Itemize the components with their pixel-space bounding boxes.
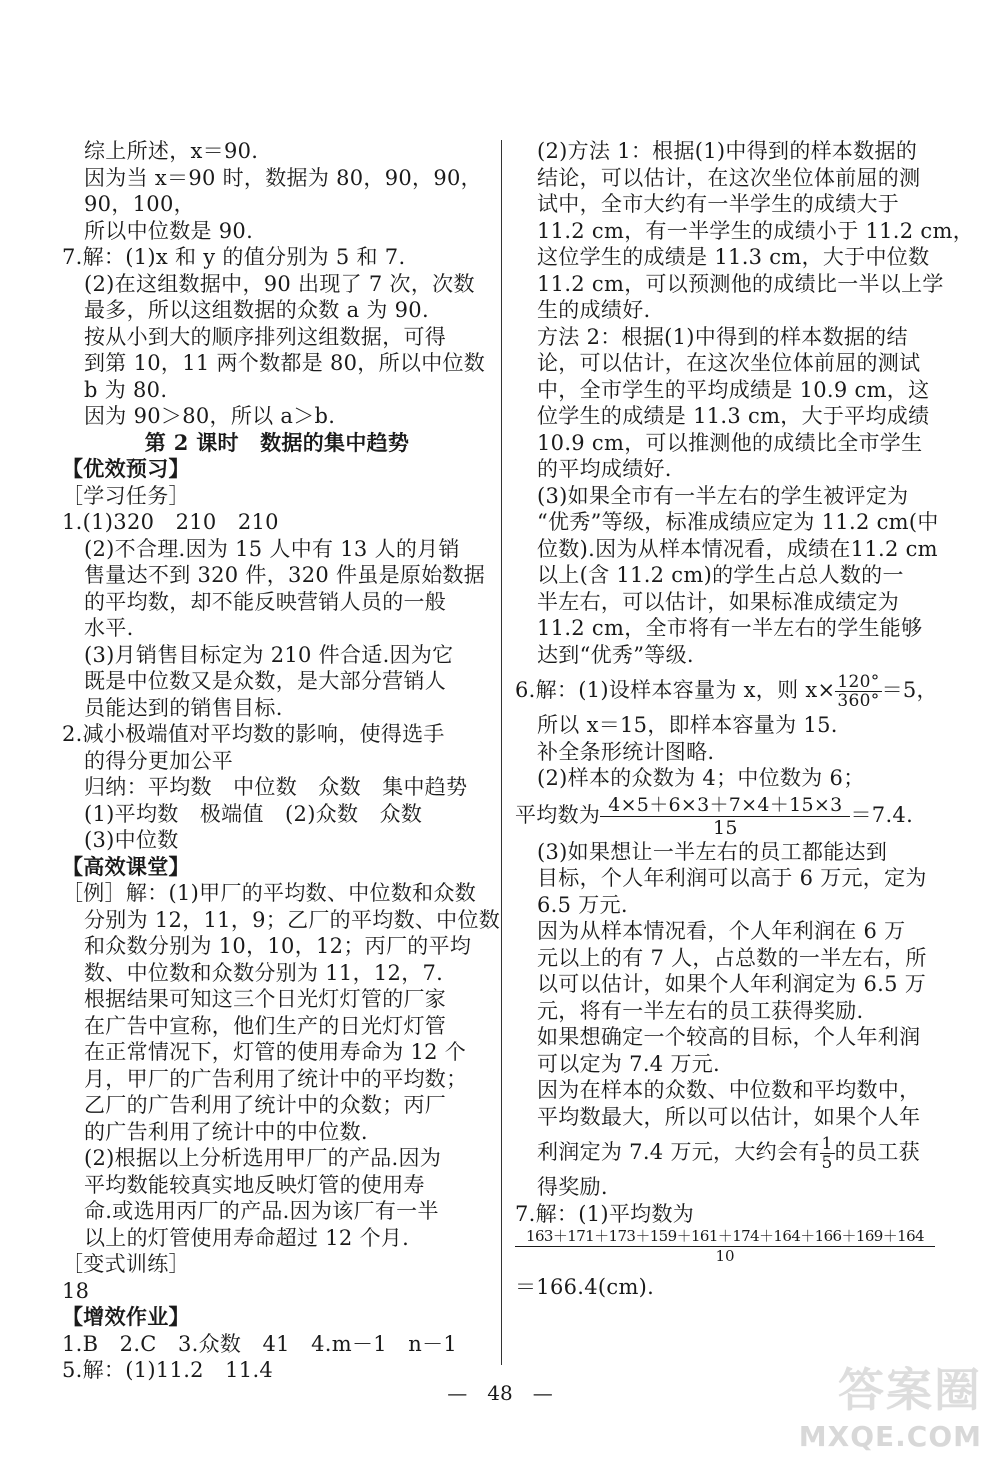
text-line: 水平. — [84, 616, 134, 640]
text-line: 如果想确定一个较高的目标，个人年利润 — [537, 1025, 921, 1049]
text-line: 第 2 课时 数据的集中趋势 — [144, 429, 410, 455]
text-line: 可以定为 7.4 万元. — [537, 1051, 721, 1076]
text-line: 的广告利用了统计中的中位数. — [84, 1119, 368, 1144]
text-line: 目标，个人年利润可以高于 6 万元，定为 — [537, 866, 927, 890]
text-line: 方法 2：根据(1)中得到的样本数据的结 — [537, 324, 908, 349]
text-line: 综上所述，x＝90. — [84, 139, 259, 163]
text-line: b 为 80. — [84, 377, 168, 402]
watermark-logo: 答案圈 — [838, 1363, 982, 1417]
text-line: 所以 x＝15，即样本容量为 15. — [537, 713, 838, 737]
text-line: 中，全市学生的平均成绩是 10.9 cm，这 — [537, 377, 930, 402]
text-line: 命.或选用丙厂的产品.因为该厂有一半 — [84, 1199, 439, 1223]
text-line: (3)月销售目标定为 210 件合适.因为它 — [84, 642, 454, 667]
page-number: — 48 — — [447, 1381, 553, 1405]
text-line: (2)不合理.因为 15 人中有 13 人的月销 — [84, 536, 460, 561]
text-line: 和众数分别为 10，10，12；丙厂的平均 — [84, 934, 472, 958]
text-line: 平均数最大，所以可以估计，如果个人年 — [537, 1104, 921, 1129]
q6-average-formula: 平均数为 $\frac{4\times 5+6\times 3+7\times 4+15\times 3}{15}$ ＝7.4. — [515, 793, 914, 839]
text-line: (2)方法 1：根据(1)中得到的样本数据的 — [537, 139, 918, 163]
q7-average-fraction: 163＋171＋173＋159＋161＋174＋164＋166＋169＋164 10 — [515, 1227, 935, 1266]
text-line: 元，将有一半左右的员工获得奖励. — [537, 998, 864, 1023]
text-line: 7.解：(1)平均数为 — [515, 1201, 695, 1226]
text-line: 结论，可以估计，在这次坐位体前屈的测 — [537, 165, 921, 190]
text-line: 1.B 2.C 3.众数 41 4.m－1 n－1 — [62, 1331, 458, 1356]
text-line: 平均数能较真实地反映灯管的使用寿 — [84, 1172, 425, 1197]
text-line: 这位学生的成绩是 11.3 cm，大于中位数 — [537, 245, 930, 269]
text-line: 5.解：(1)11.2 11.4 — [62, 1358, 274, 1382]
watermark-site: MXQE.COM — [798, 1420, 982, 1453]
watermark — [799, 1354, 982, 1453]
text-line: 11.2 cm，全市将有一半左右的学生能够 — [537, 616, 923, 640]
text-line: 以上的灯管使用寿命超过 12 个月. — [84, 1225, 410, 1250]
q6-suffix: ＝5， — [881, 678, 938, 702]
text-line: 因为当 x＝90 时，数据为 80，90，90， — [84, 165, 482, 190]
text-line: 以可以估计，如果个人年利润定为 6.5 万 — [537, 972, 927, 996]
text-line: 2.减小极端值对平均数的影响，使得选手 — [62, 722, 445, 746]
text-line: 最多，所以这组数据的众数 a 为 90. — [84, 298, 429, 322]
text-line: (3)如果想让一半左右的员工都能达到 — [537, 839, 888, 864]
one-fifth-line: 利润定为 7.4 万元，大约会有 $\frac{1}{5}$ 的员工获 — [537, 1134, 920, 1173]
text-line: ［例］解：(1)甲厂的平均数、中位数和众数 — [62, 881, 477, 905]
text-line: ［变式训练］ — [62, 1252, 190, 1276]
text-line: 员能达到的销售目标. — [84, 695, 283, 720]
text-line: 因为在样本的众数、中位数和平均数中， — [537, 1078, 921, 1102]
q7-result: ＝166.4(cm). — [515, 1275, 655, 1299]
q6-equation — [515, 668, 950, 712]
text-line: 在广告中宣称，他们生产的日光灯灯管 — [84, 1013, 447, 1038]
text-line: 试中，全市大约有一半学生的成绩大于 — [537, 192, 900, 216]
text-line: 既是中位数又是众数，是大部分营销人 — [84, 669, 447, 693]
text-line: 【增效作业】 — [62, 1304, 190, 1329]
text-line: 18 — [62, 1278, 90, 1303]
text-line: 生的成绩好. — [537, 298, 651, 322]
text-line: 位数).因为从样本情况看，成绩在11.2 cm — [537, 536, 938, 561]
text-line: 10.9 cm，可以推测他的成绩比全市学生 — [537, 430, 923, 455]
text-line: 按从小到大的顺序排列这组数据，可得 — [84, 324, 447, 349]
text-line: 所以中位数是 90. — [84, 218, 254, 243]
text-line: 以上(含 11.2 cm)的学生占总人数的一 — [537, 563, 904, 587]
text-line: 分别为 12，11，9；乙厂的平均数、中位数 — [84, 907, 501, 932]
text-line: 【优效预习】 — [62, 456, 190, 481]
text-line: 11.2 cm，可以预测他的成绩比一半以上学 — [537, 271, 944, 296]
right-column — [515, 138, 974, 1301]
text-line: 售量达不到 320 件，320 件虽是原始数据 — [84, 563, 486, 587]
text-line: “优秀”等级，标准成绩应定为 11.2 cm(中 — [537, 510, 939, 534]
text-line: 在正常情况下，灯管的使用寿命为 12 个 — [84, 1040, 467, 1064]
text-line: 月，甲厂的广告利用了统计中的平均数； — [84, 1066, 468, 1091]
text-line: (3)如果全市有一半左右的学生被评定为 — [537, 483, 909, 508]
text-line: 的得分更加公平 — [84, 748, 234, 773]
column-divider — [501, 140, 502, 1365]
text-line: 元以上的有 7 人，占总数的一半左右，所 — [537, 945, 927, 970]
text-line: 达到“优秀”等级. — [537, 642, 694, 667]
text-line: (2)根据以上分析选用甲厂的产品.因为 — [84, 1146, 442, 1170]
text-line: 根据结果可知这三个日光灯灯管的厂家 — [84, 987, 447, 1011]
text-line: 1.(1)320 210 210 — [62, 510, 279, 534]
text-line: 论，可以估计，在这次坐位体前屈的测试 — [537, 351, 921, 375]
text-line: 因为 90＞80，所以 a＞b. — [84, 404, 336, 428]
text-line: (3)中位数 — [84, 828, 179, 852]
q6-fraction: $\frac{120^\circ}{360^\circ}$ — [837, 672, 880, 711]
q6-prefix: 6.解：(1)设样本容量为 x，则 x× — [515, 678, 836, 702]
text-line: 补全条形统计图略. — [537, 739, 715, 764]
text-line: (2)样本的众数为 4；中位数为 6； — [537, 766, 865, 790]
one-fifth-fraction: $\frac{1}{5}$ — [821, 1134, 833, 1173]
text-line: 得奖励. — [537, 1175, 608, 1199]
text-line: 位学生的成绩是 11.3 cm，大于平均成绩 — [537, 404, 930, 428]
text-line: 因为从样本情况看，个人年利润在 6 万 — [537, 919, 906, 943]
text-line: 归纳：平均数 中位数 众数 集中趋势 — [84, 775, 468, 799]
text-line: 7.解：(1)x 和 y 的值分别为 5 和 7. — [62, 245, 406, 269]
text-line: 数、中位数和众数分别为 11，12，7. — [84, 960, 444, 985]
text-line: 6.5 万元. — [537, 892, 628, 917]
text-line: (2)在这组数据中，90 出现了 7 次，次数 — [84, 271, 475, 296]
text-line: ［学习任务］ — [62, 483, 190, 508]
text-line: 11.2 cm，有一半学生的成绩小于 11.2 cm， — [537, 218, 974, 243]
text-line: 【高效课堂】 — [62, 853, 190, 879]
text-line: 乙厂的广告利用了统计中的众数；丙厂 — [84, 1093, 447, 1117]
text-line: 半左右，可以估计，如果标准成绩定为 — [537, 589, 900, 614]
text-line: 的平均数，却不能反映营销人员的一般 — [84, 589, 447, 614]
q6-average-fraction: $\frac{4\times 5+6\times 3+7\times 4+15\times 3}{15}$ — [600, 794, 850, 839]
text-line: 的平均成绩好. — [537, 457, 672, 481]
text-line: 90，100， — [84, 192, 195, 216]
text-line: (1)平均数 极端值 (2)众数 众数 — [84, 801, 423, 826]
left-column — [62, 138, 501, 1384]
text-line: 到第 10，11 两个数都是 80，所以中位数 — [84, 351, 486, 375]
